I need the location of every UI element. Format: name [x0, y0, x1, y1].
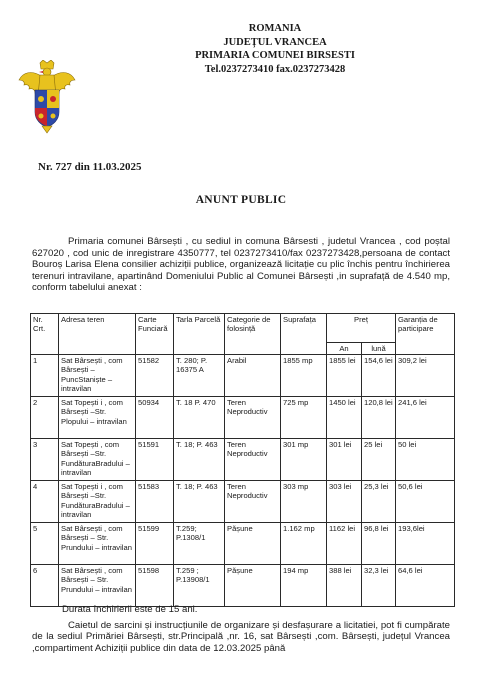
cell-an: 1855 lei — [327, 355, 362, 397]
cell-garantia: 241,6 lei — [396, 397, 455, 439]
col-header-luna: lună — [362, 343, 396, 355]
cell-categorie: Teren Neproductiv — [225, 481, 281, 523]
col-header-garantia: Garanția de participare — [396, 314, 455, 355]
cell-nr: 6 — [31, 565, 59, 607]
cell-luna: 32,3 lei — [362, 565, 396, 607]
cell-suprafata: 725 mp — [281, 397, 327, 439]
cell-an: 1162 lei — [327, 523, 362, 565]
letterhead — [150, 22, 400, 76]
table-header-row — [31, 314, 455, 343]
cell-luna: 120,8 lei — [362, 397, 396, 439]
cell-garantia: 64,6 lei — [396, 565, 455, 607]
cell-luna: 25 lei — [362, 439, 396, 481]
cell-categorie: Pășune — [225, 523, 281, 565]
cell-nr: 3 — [31, 439, 59, 481]
cell-nr: 4 — [31, 481, 59, 523]
cell-tarla: T.259; P.1308/1 — [174, 523, 225, 565]
col-header-pret: Preț — [327, 314, 396, 343]
col-header-adresa: Adresa teren — [59, 314, 136, 355]
cell-an: 1450 lei — [327, 397, 362, 439]
cell-suprafata: 1855 mp — [281, 355, 327, 397]
cell-categorie: Teren Neproductiv — [225, 439, 281, 481]
table-row — [31, 481, 455, 523]
cell-garantia: 50 lei — [396, 439, 455, 481]
cell-tarla: T. 280; P. 16375 A — [174, 355, 225, 397]
cell-garantia: 50,6 lei — [396, 481, 455, 523]
land-lots-table — [30, 313, 455, 607]
cell-carte: 51591 — [136, 439, 174, 481]
cell-adresa: Sat Bârsești , com Bârsești – PuncStaniște – intravilan — [59, 355, 136, 397]
document-title: ANUNT PUBLIC — [195, 194, 287, 206]
cell-categorie: Teren Neproductiv — [225, 397, 281, 439]
header-country: ROMANIA — [248, 23, 302, 34]
specifications-text: Caietul de sarcini și instrucțiunile de organizare și desfașurare a licitatiei, pot fi cumpărate de la sediul Primăriei Bârsești, str.Principală ,nr. 16, sat Bârsești ,com. Bârsești, județul Vrancea ,compartiment Achiziții publice din data de 12.03.2025 până — [32, 620, 450, 654]
cell-garantia: 193,6lei — [396, 523, 455, 565]
cell-tarla: T. 18; P. 463 — [174, 439, 225, 481]
cell-nr: 5 — [31, 523, 59, 565]
header-county: JUDEȚUL VRANCEA — [223, 36, 327, 48]
table-row — [31, 397, 455, 439]
table-row — [31, 565, 455, 607]
cell-luna: 154,6 lei — [362, 355, 396, 397]
cell-carte: 51582 — [136, 355, 174, 397]
cell-carte: 51583 — [136, 481, 174, 523]
cell-adresa: Sat Bârsești , com Bârsești – Str. Prundului – intravilan — [59, 565, 136, 607]
cell-nr: 2 — [31, 397, 59, 439]
cell-an: 388 lei — [327, 565, 362, 607]
col-header-carte: Carte Funciară — [136, 314, 174, 355]
cell-carte: 51598 — [136, 565, 174, 607]
cell-carte: 50934 — [136, 397, 174, 439]
cell-adresa: Sat Topești i , com Bârsești –Str. Plopului – intravilan — [59, 397, 136, 439]
cell-garantia: 309,2 lei — [396, 355, 455, 397]
cell-suprafata: 301 mp — [281, 439, 327, 481]
specifications-paragraph — [32, 620, 450, 654]
col-header-an: An — [327, 343, 362, 355]
cell-nr: 1 — [31, 355, 59, 397]
col-header-suprafata: Suprafața — [281, 314, 327, 355]
intro-text: Primaria comunei Bârsești , cu sediul in comuna Bârsesti , judetul Vrancea , cod poștal 627020 , cod unic de inregistrare 4350777, tel 0237273410/fax 0237273428,persoana de contact Bouroș Larisa Elena consilier achiziții publice, organizează licitație cu plic închis pentru închirierea terenuri intravilane, apartinând Domeniului Public al Comunei Bârsești ,in suprafață de 4.540 mp, conform tabelului anexat : — [32, 236, 450, 294]
cell-an: 301 lei — [327, 439, 362, 481]
col-header-tarla: Tarla Parcelă — [174, 314, 225, 355]
cell-adresa: Sat Topești i , com Bârsești –Str. FundăturaBradului – intravilan — [59, 481, 136, 523]
header-contact: Tel.0237273410 fax.0237273428 — [204, 63, 346, 75]
lease-duration: Durata închirierii este de 15 ani. — [62, 604, 198, 615]
cell-carte: 51599 — [136, 523, 174, 565]
col-header-nr: Nr. Crt. — [31, 314, 59, 355]
header-institution: PRIMARIA COMUNEI BIRSESTI — [195, 50, 355, 61]
cell-suprafata: 1.162 mp — [281, 523, 327, 565]
table-row — [31, 439, 455, 481]
cell-luna: 96,8 lei — [362, 523, 396, 565]
document-number: Nr. 727 din 11.03.2025 — [38, 161, 142, 173]
cell-categorie: Arabil — [225, 355, 281, 397]
table-row — [31, 523, 455, 565]
cell-tarla: T. 18 P. 470 — [174, 397, 225, 439]
cell-suprafata: 194 mp — [281, 565, 327, 607]
romanian-coat-of-arms-icon — [18, 60, 76, 134]
cell-adresa: Sat Bârsești , com Bârsești – Str. Prundului – intravilan — [59, 523, 136, 565]
cell-suprafata: 303 mp — [281, 481, 327, 523]
intro-paragraph — [32, 236, 450, 294]
col-header-categorie: Categorie de folosință — [225, 314, 281, 355]
cell-categorie: Pășune — [225, 565, 281, 607]
cell-an: 303 lei — [327, 481, 362, 523]
cell-luna: 25,3 lei — [362, 481, 396, 523]
cell-tarla: T.259 ; P.13908/1 — [174, 565, 225, 607]
table-row — [31, 355, 455, 397]
cell-adresa: Sat Topești , com Bârsești –Str. FundăturaBradului – intravilan — [59, 439, 136, 481]
cell-tarla: T. 18; P. 463 — [174, 481, 225, 523]
